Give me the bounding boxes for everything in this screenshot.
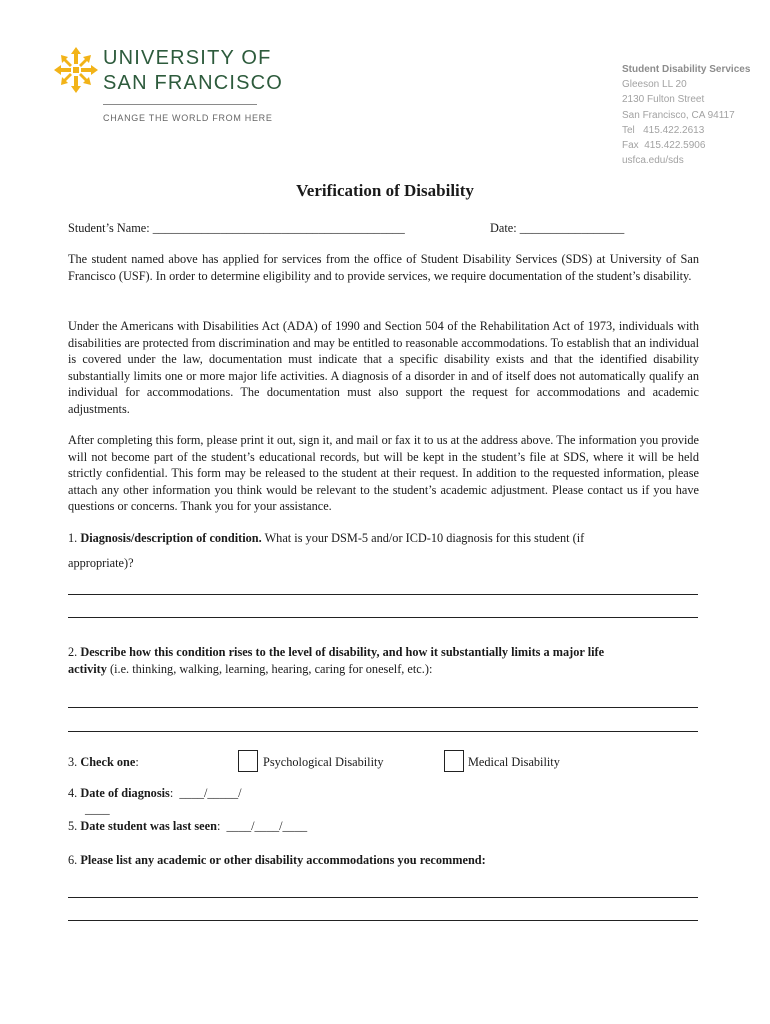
psychological-disability-label: Psychological Disability: [263, 755, 384, 769]
question-1: [68, 530, 584, 547]
question-6-number: 6.: [68, 853, 78, 867]
medical-disability-label: Medical Disability: [468, 755, 560, 769]
diagnosis-date-year[interactable]: ____: [85, 802, 110, 816]
question-6-label: Please list any academic or other disability accommodations you recommend:: [80, 853, 486, 867]
question-6: [68, 852, 486, 869]
usf-logo-mark-icon: [52, 45, 100, 95]
student-name-field[interactable]: Student’s Name: _________________________________________: [68, 221, 405, 235]
question-5: [68, 818, 307, 835]
question-2-heading-line2: activity: [68, 662, 107, 676]
ada-paragraph: Under the Americans with Disabilities Act (ADA) of 1990 and Section 504 of the Rehabilitation Act of 1973, individuals with disabilities are protected from discrimination and may be entitled to reasonable accommodations. To establish that an individual is covered under the law, documentation must indicate that a specific disability exists and that the identified disability substantially limits one or more major life activities. A diagnosis of a disorder in and of itself does not automatically qualify an individual for accommodations. The documentation must also support the request for accommodations and academic adjustments.: [68, 319, 699, 416]
question-4: [68, 785, 242, 802]
question-1-text-line2: appropriate)?: [68, 556, 134, 570]
contact-building: Gleeson LL 20: [622, 79, 687, 91]
question-2-number: 2.: [68, 645, 78, 659]
medical-disability-checkbox[interactable]: [444, 750, 464, 772]
contact-tel: Tel 415.422.2613: [622, 124, 705, 136]
question-3: [68, 754, 139, 771]
question-2-text: (i.e. thinking, walking, learning, hearing, caring for oneself, etc.):: [106, 662, 433, 676]
question-3-label: Check one: [80, 755, 136, 769]
last-seen-date-field[interactable]: : ____/____/____: [216, 819, 308, 833]
question-3-colon: :: [135, 755, 139, 769]
answer-line-1b[interactable]: [68, 617, 698, 618]
answer-line-2b[interactable]: [68, 731, 698, 732]
instructions-paragraph: After completing this form, please print it out, sign it, and mail or fax it to us at the address above. The information you provide will not become part of the student’s educational records, but will be kept in the student’s file at SDS, where it will be held strictly confidential. This form may be released to the student at their request. In addition to the requested information, please attach any other information you think would be relevant to the student’s academic adjustment. Please contact us if you have questions or concerns. Thank you for your assistance.: [68, 433, 699, 513]
question-3-number: 3.: [68, 755, 78, 769]
answer-line-6a[interactable]: [68, 897, 698, 898]
answer-line-2a[interactable]: [68, 707, 698, 708]
answer-line-1a[interactable]: [68, 594, 698, 595]
logo-wordmark-line2: SAN FRANCISCO: [103, 72, 284, 94]
logo-tagline: CHANGE THE WORLD FROM HERE: [103, 113, 273, 123]
question-4-number: 4.: [68, 786, 78, 800]
question-1-heading: Diagnosis/description of condition.: [80, 531, 262, 545]
diagnosis-date-field[interactable]: : ____/_____/: [169, 786, 242, 800]
contact-department: Student Disability Services: [622, 64, 751, 75]
question-4-label: Date of diagnosis: [80, 786, 170, 800]
psychological-disability-checkbox[interactable]: [238, 750, 258, 772]
question-1-number: 1.: [68, 531, 78, 545]
contact-block: [622, 62, 750, 168]
contact-city: San Francisco, CA 94117: [622, 109, 735, 121]
date-field[interactable]: Date: _________________: [490, 221, 625, 235]
intro-paragraph: The student named above has applied for services from the office of Student Disability Services (SDS) at University of San Francisco (USF). In order to determine eligibility and to provide services, we require documentation of the student’s disability.: [68, 252, 699, 283]
question-5-number: 5.: [68, 819, 78, 833]
question-2-line2: [68, 661, 432, 678]
question-2: [68, 644, 604, 661]
question-5-label: Date student was last seen: [80, 819, 217, 833]
question-1-text: What is your DSM-5 and/or ICD-10 diagnosis for this student (if: [261, 531, 585, 545]
answer-line-6b[interactable]: [68, 920, 698, 921]
logo-wordmark-line1: UNIVERSITY OF: [103, 47, 272, 69]
page-title: Verification of Disability: [296, 181, 474, 200]
contact-web[interactable]: usfca.edu/sds: [622, 155, 684, 167]
contact-fax: Fax 415.422.5906: [622, 140, 706, 152]
contact-street: 2130 Fulton Street: [622, 94, 705, 106]
question-2-heading: Describe how this condition rises to the level of disability, and how it substantially limits a major life: [80, 645, 605, 659]
logo-divider: [103, 104, 257, 105]
